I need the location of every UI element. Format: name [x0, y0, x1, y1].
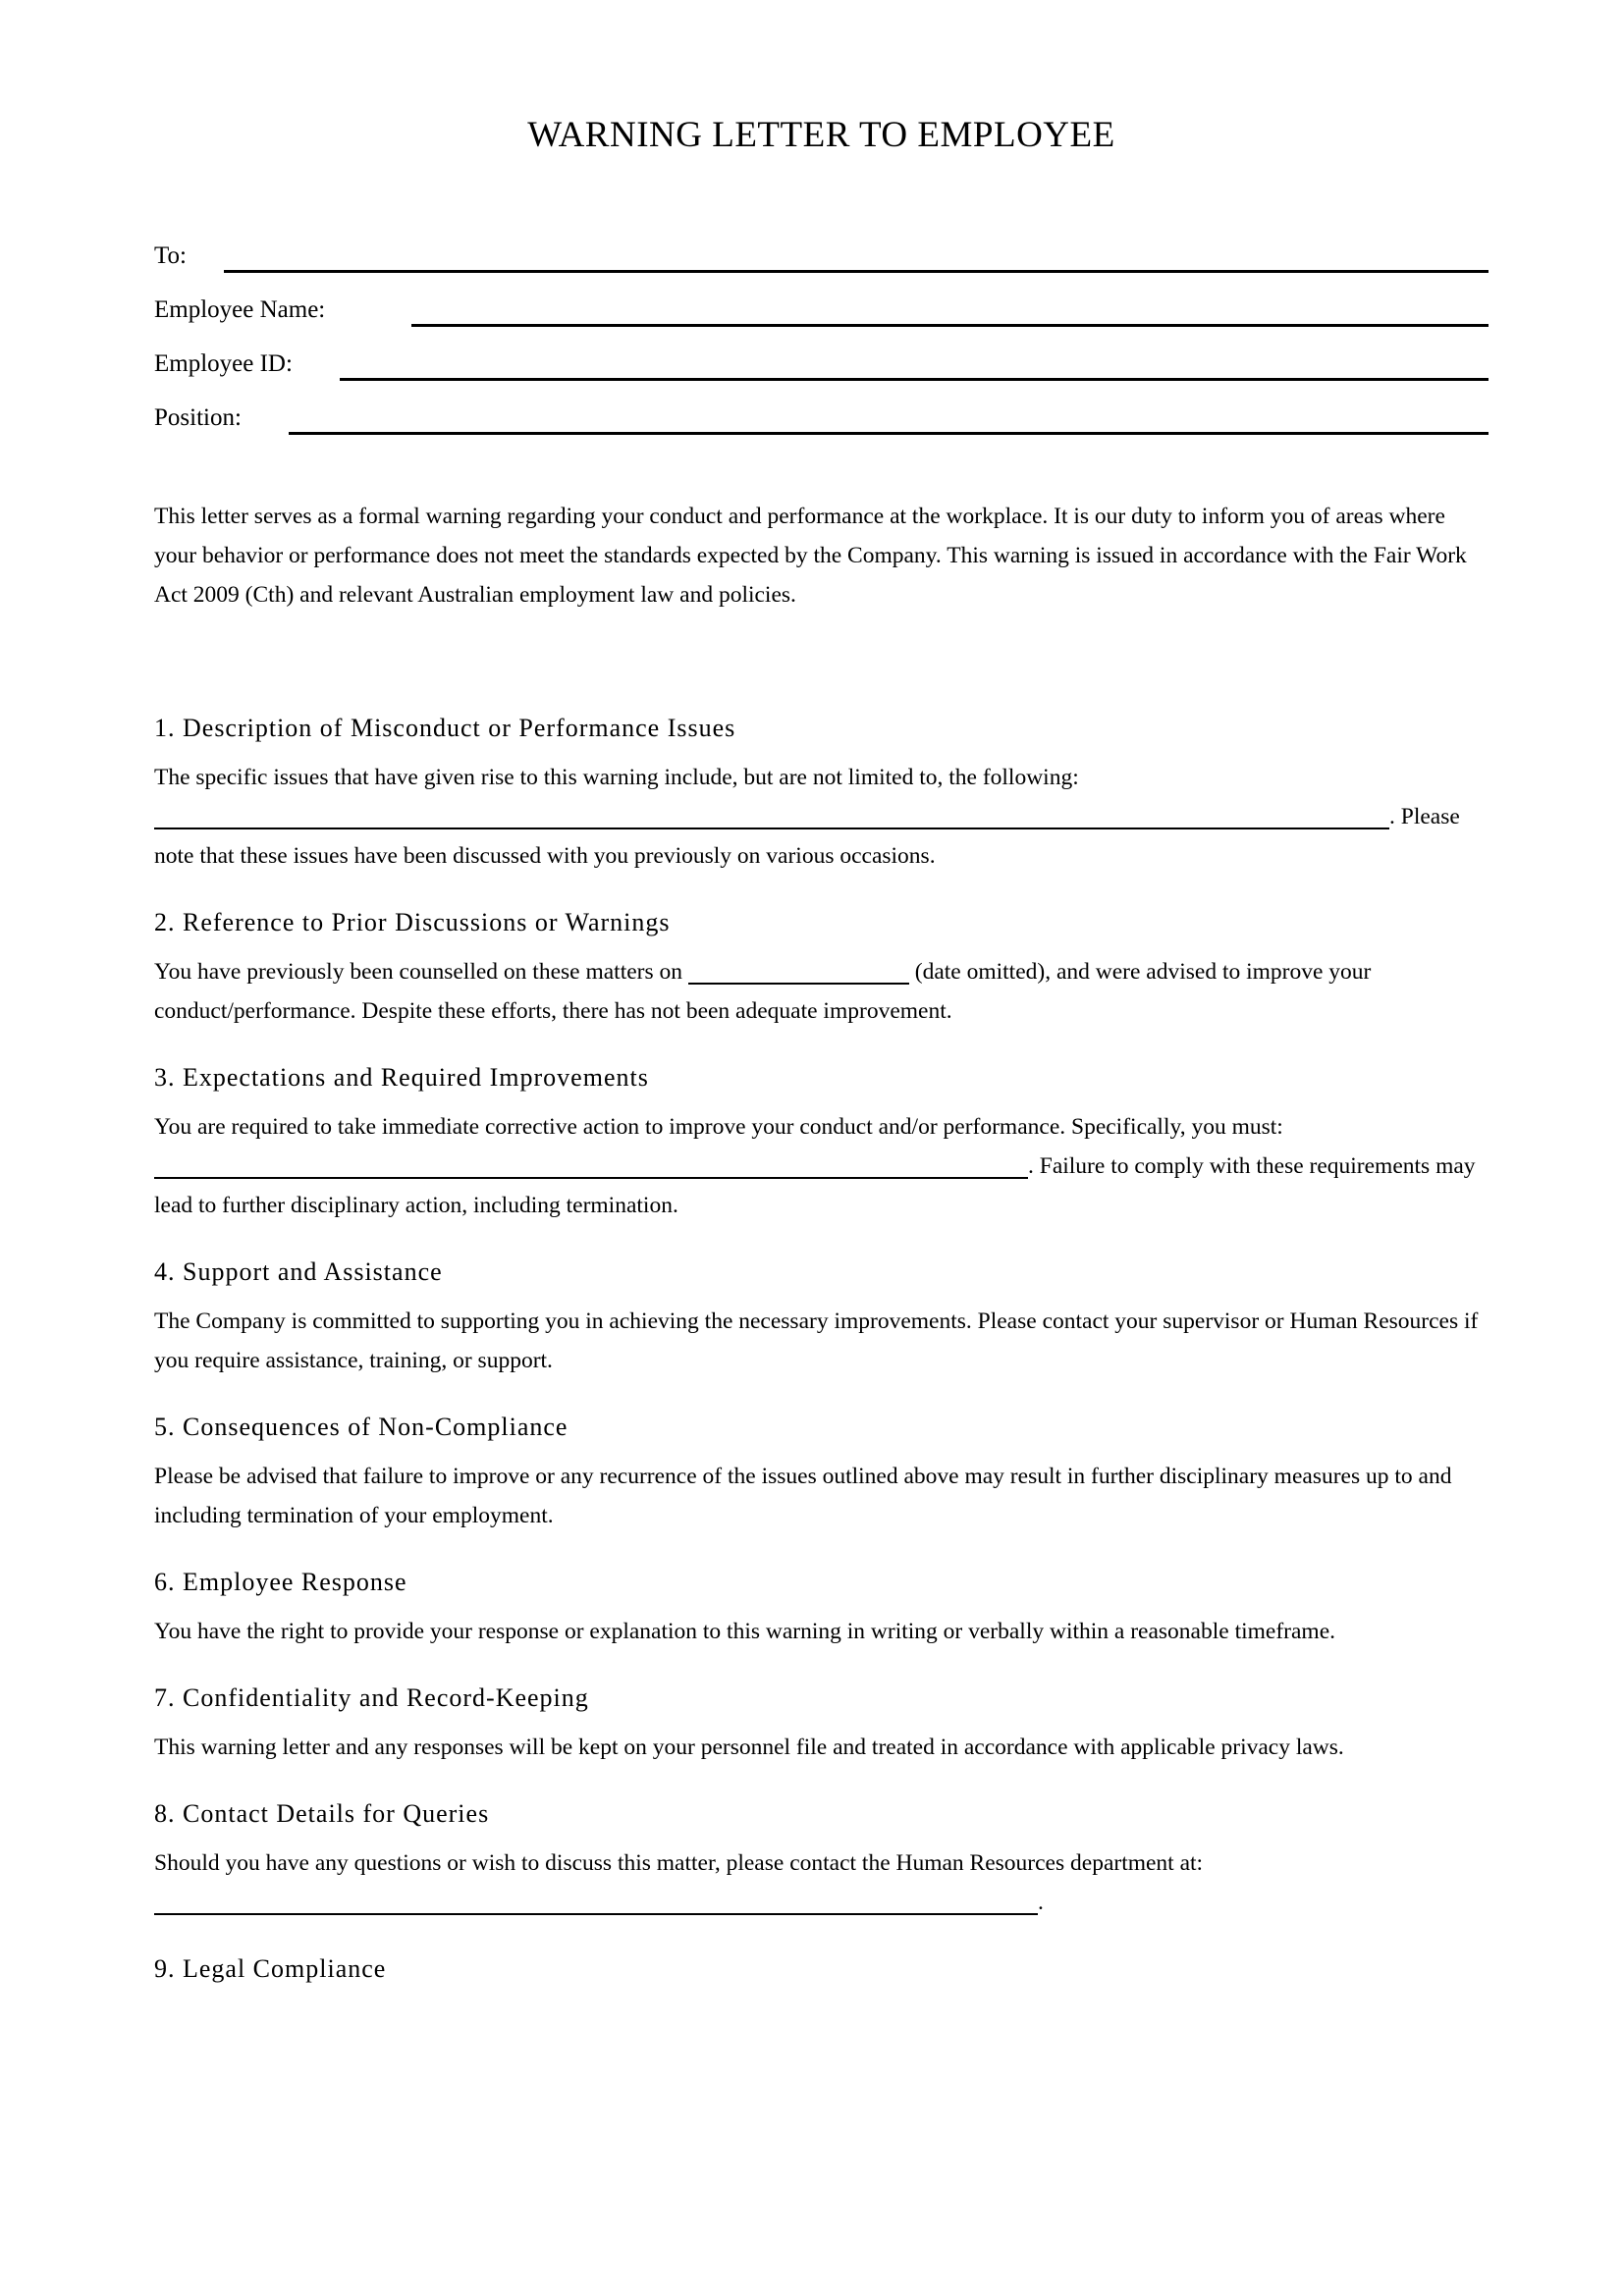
field-fill-line[interactable]: [411, 294, 1489, 327]
page-title: WARNING LETTER TO EMPLOYEE: [527, 115, 1115, 155]
field-row: [154, 402, 1489, 456]
section-heading: 6. Employee Response: [154, 1568, 407, 1596]
section-heading: 3. Expectations and Required Improvements: [154, 1063, 649, 1092]
section: [154, 903, 1489, 1031]
section-heading: 9. Legal Compliance: [154, 1954, 387, 1983]
paragraph-text: You are required to take immediate corrective action to improve your conduct and/or performance. Specifically, you must:: [154, 1114, 1283, 1140]
field-label: To:: [154, 242, 187, 269]
section: [154, 1563, 1489, 1651]
section-heading: 1. Description of Misconduct or Performance Issues: [154, 714, 736, 742]
paragraph-text: (date omitted), and were advised to improve your conduct/performance. Despite these efforts, there has not been adequate improvement.: [154, 959, 1372, 1024]
paragraph-text: This warning letter and any responses will be kept on your personnel file and treated in accordance with applicable privacy laws.: [154, 1735, 1344, 1760]
field-fill-line[interactable]: [224, 240, 1489, 273]
section-paragraph: [154, 952, 1489, 1031]
paragraph-text: The specific issues that have given rise to this warning include, but are not limited to, the following:: [154, 765, 1079, 790]
field-fill-line[interactable]: [289, 402, 1489, 435]
recipient-fields: [154, 240, 1489, 456]
section: [154, 1058, 1489, 1225]
fill-in-blank[interactable]: [688, 975, 909, 985]
sections: [154, 709, 1489, 1989]
section: [154, 1408, 1489, 1535]
paragraph-text: You have previously been counselled on these matters on: [154, 959, 688, 985]
intro-paragraph: This letter serves as a formal warning regarding your conduct and performance at the workplace. It is our duty to inform you of areas where your behavior or performance does not meet the standards expected by the Company. This warning is issued in accordance with the Fair Work Act 2009 (Cth) and relevant Australian employment law and policies.: [154, 504, 1467, 608]
fill-in-blank[interactable]: [154, 1905, 1038, 1915]
section-heading: 8. Contact Details for Queries: [154, 1799, 490, 1828]
paragraph-text: . Failure to comply with these requirements may lead to further disciplinary action, including termination.: [154, 1153, 1476, 1218]
section: [154, 1253, 1489, 1380]
section-paragraph: [154, 1107, 1489, 1225]
section-heading: 7. Confidentiality and Record-Keeping: [154, 1683, 589, 1712]
field-row: [154, 294, 1489, 348]
paragraph-text: The Company is committed to supporting you in achieving the necessary improvements. Please contact your supervisor or Human Resources if you require assistance, training, or support.: [154, 1308, 1479, 1373]
field-row: [154, 348, 1489, 402]
paragraph-text: You have the right to provide your response or explanation to this warning in writing or verbally within a reasonable timeframe.: [154, 1619, 1336, 1644]
paragraph-text: Should you have any questions or wish to discuss this matter, please contact the Human Resources department at:: [154, 1850, 1204, 1876]
field-label: Employee Name:: [154, 296, 326, 323]
section-paragraph: [154, 1728, 1489, 1767]
section-paragraph: [154, 758, 1489, 876]
field-fill-line[interactable]: [340, 348, 1489, 381]
field-row: [154, 240, 1489, 294]
section: [154, 1949, 1489, 1989]
field-label: Position:: [154, 404, 242, 431]
paragraph-text: .: [1038, 1890, 1044, 1915]
section: [154, 709, 1489, 876]
fill-in-blank[interactable]: [154, 1169, 1028, 1179]
section-paragraph: [154, 1302, 1489, 1380]
paragraph-text: . Please note that these issues have been discussed with you previously on various occasions.: [154, 804, 1460, 869]
section-paragraph: [154, 1457, 1489, 1535]
field-label: Employee ID:: [154, 350, 293, 377]
paragraph-text: Please be advised that failure to improve or any recurrence of the issues outlined above may result in further disciplinary measures up to and including termination of your employment.: [154, 1464, 1452, 1528]
section-paragraph: [154, 1612, 1489, 1651]
section-heading: 4. Support and Assistance: [154, 1257, 443, 1286]
section-heading: 5. Consequences of Non-Compliance: [154, 1413, 568, 1441]
fill-in-blank[interactable]: [154, 820, 1389, 829]
section: [154, 1794, 1489, 1922]
section: [154, 1679, 1489, 1767]
section-paragraph: [154, 1843, 1489, 1922]
section-heading: 2. Reference to Prior Discussions or Warnings: [154, 908, 671, 936]
